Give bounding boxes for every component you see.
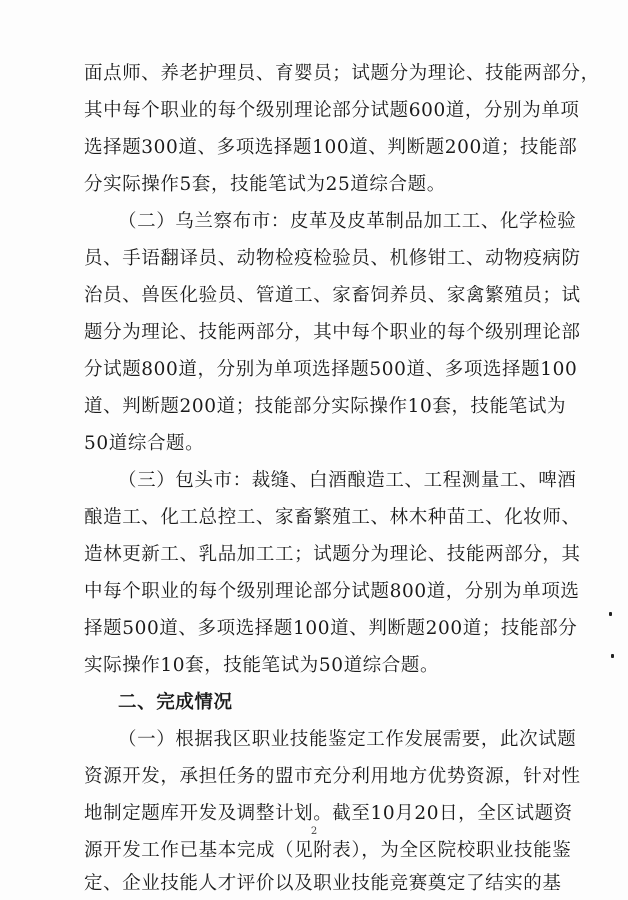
text-line: 选择题300道、多项选择题100道、判断题200道；技能部	[84, 137, 578, 158]
text-line: 员、手语翻译员、动物检疫检验员、机修钳工、动物疫病防	[84, 248, 581, 269]
text-line: （一）根据我区职业技能鉴定工作发展需要，此次试题	[118, 729, 577, 750]
text-line: 分试题800道，分别为单项选择题500道、多项选择题100	[84, 359, 578, 380]
text-line: （三）包头市：裁缝、白酒酿造工、工程测量工、啤酒	[118, 470, 577, 491]
page-number: 2	[310, 826, 318, 837]
text-line: 酿造工、化工总控工、家畜繁殖工、林木种苗工、化妆师、	[84, 507, 581, 528]
text-line: 实际操作10套，技能笔试为50道综合题。	[84, 655, 440, 676]
text-line: 造林更新工、乳品加工工；试题分为理论、技能两部分，其	[84, 544, 581, 565]
text-line: 面点师、养老护理员、育婴员；试题分为理论、技能两部分，	[84, 63, 600, 84]
text-line: 定、企业技能人才评价以及职业技能竞赛奠定了结实的基	[84, 873, 562, 894]
text-line: 道、判断题200道；技能部分实际操作10套，技能笔试为	[84, 396, 567, 417]
text-line: 题分为理论、技能两部分，其中每个职业的每个级别理论部	[84, 322, 581, 343]
text-line: 治员、兽医化验员、管道工、家畜饲养员、家禽繁殖员；试	[84, 285, 581, 306]
text-line: 资源开发，承担任务的盟市充分利用地方优势资源，针对性	[84, 766, 581, 787]
text-line: （二）乌兰察布市：皮革及皮革制品加工工、化学检验	[118, 211, 577, 232]
text-line: 源开发工作已基本完成（见附表），为全区院校职业技能鉴	[84, 840, 572, 861]
section-heading: 二、完成情况	[118, 692, 233, 713]
text-line: 中每个职业的每个级别理论部分试题800道，分别为单项选	[84, 581, 580, 602]
text-line: 分实际操作5套，技能笔试为25道综合题。	[84, 174, 446, 195]
text-line: 50道综合题。	[84, 433, 205, 454]
scan-speck	[611, 654, 614, 658]
text-line: 其中每个职业的每个级别理论部分试题600道，分别为单项	[84, 100, 580, 121]
scan-speck	[609, 612, 612, 616]
text-line: 地制定题库开发及调整计划。截至10月20日，全区试题资	[84, 803, 573, 824]
text-line: 择题500道、多项选择题100道、判断题200道；技能部分	[84, 618, 578, 639]
